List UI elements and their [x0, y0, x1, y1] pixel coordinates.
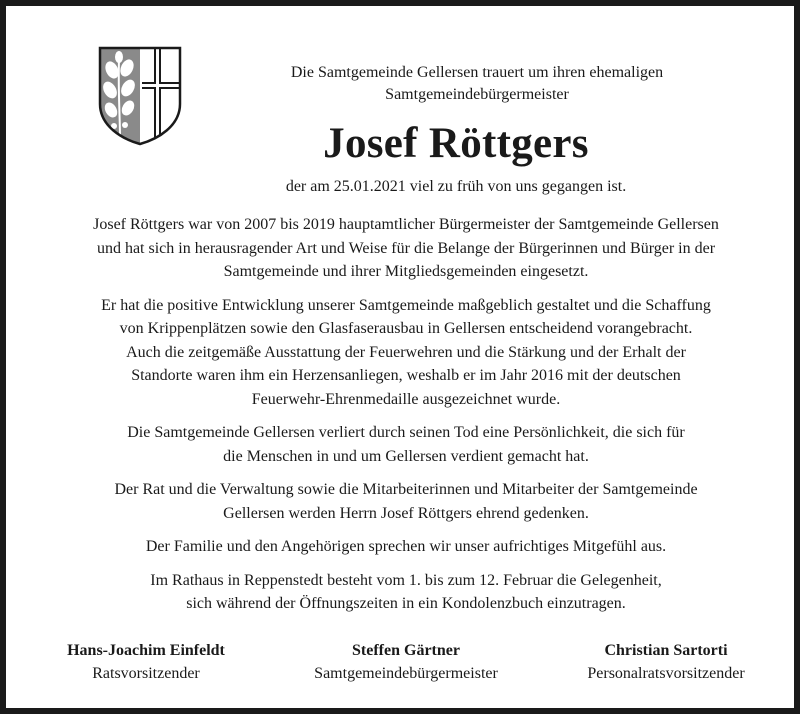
signatory-name: Steffen Gärtner: [352, 642, 460, 659]
text-line: Standorte waren ihm ein Herzensanliegen, weshalb er im Jahr 2016 mit der deutschen: [131, 367, 681, 384]
text-line: von Krippenplätzen sowie den Glasfaserausbau in Gellersen entscheidend vorangebracht.: [119, 320, 693, 337]
text-line: Gellersen werden Herrn Josef Röttgers ehrend gedenken.: [223, 504, 589, 522]
text-line: Im Rathaus in Reppenstedt besteht vom 1. bis zum 12. Februar die Gelegenheit,: [150, 571, 662, 589]
signature-staff-council-chair: [546, 639, 786, 685]
text-line: Der Familie und den Angehörigen sprechen wir unser aufrichtiges Mitgefühl aus.: [145, 538, 667, 555]
paragraph: [36, 294, 776, 412]
coat-of-arms-icon: [98, 46, 182, 146]
date-of-death-line: der am 25.01.2021 viel zu früh von uns gegangen ist.: [285, 178, 627, 195]
text-line: Feuerwehr-Ehrenmedaille ausgezeichnet wurde.: [251, 390, 561, 408]
intro-line: Die Samtgemeinde Gellersen trauert um ihren ehemaligen: [290, 64, 664, 81]
signature-block: [26, 639, 786, 685]
deceased-name: Josef Röttgers: [323, 120, 589, 167]
text-line: Josef Röttgers war von 2007 bis 2019 hauptamtlicher Bürgermeister der Samtgemeinde Gellersen: [93, 216, 719, 233]
paragraph: [36, 421, 776, 468]
paragraph: [36, 569, 776, 616]
signatory-name: Christian Sartorti: [604, 642, 728, 659]
text-line: sich während der Öffnungszeiten in ein Kondolenzbuch einzutragen.: [186, 595, 626, 612]
paragraph: [36, 213, 776, 284]
signatory-role: Ratsvorsitzender: [92, 665, 200, 682]
signatory-role: Samtgemeindebürgermeister: [314, 665, 498, 682]
signature-mayor: [276, 639, 536, 685]
text-line: Der Rat und die Verwaltung sowie die Mitarbeiterinnen und Mitarbeiter der Samtgemeinde: [114, 481, 698, 498]
text-line: Auch die zeitgemäße Ausstattung der Feuerwehren und die Stärkung und der Erhalt der: [126, 343, 686, 361]
text-line: Samtgemeinde und ihrer Mitgliedsgemeinden eingesetzt.: [223, 263, 589, 280]
text-line: Die Samtgemeinde Gellersen verliert durch seinen Tod eine Persönlichkeit, die sich für: [127, 424, 685, 441]
intro-line: Samtgemeindebürgermeister: [385, 86, 569, 103]
text-line: Er hat die positive Entwicklung unserer Samtgemeinde maßgeblich gestaltet und die Schaffung: [101, 296, 711, 314]
paragraph: [36, 478, 776, 525]
text-line: die Menschen in und um Gellersen verdient gemacht hat.: [223, 447, 589, 465]
signature-council-chair: [26, 639, 266, 685]
signatory-name: Hans-Joachim Einfeldt: [67, 642, 225, 659]
signatory-role: Personalratsvorsitzender: [587, 665, 745, 682]
text-line: und hat sich in herausragender Art und Weise für die Belange der Bürgerinnen und Bürger in der: [96, 239, 716, 257]
intro-text: [242, 62, 712, 106]
paragraph: [36, 535, 776, 559]
obituary-body: [36, 213, 776, 626]
